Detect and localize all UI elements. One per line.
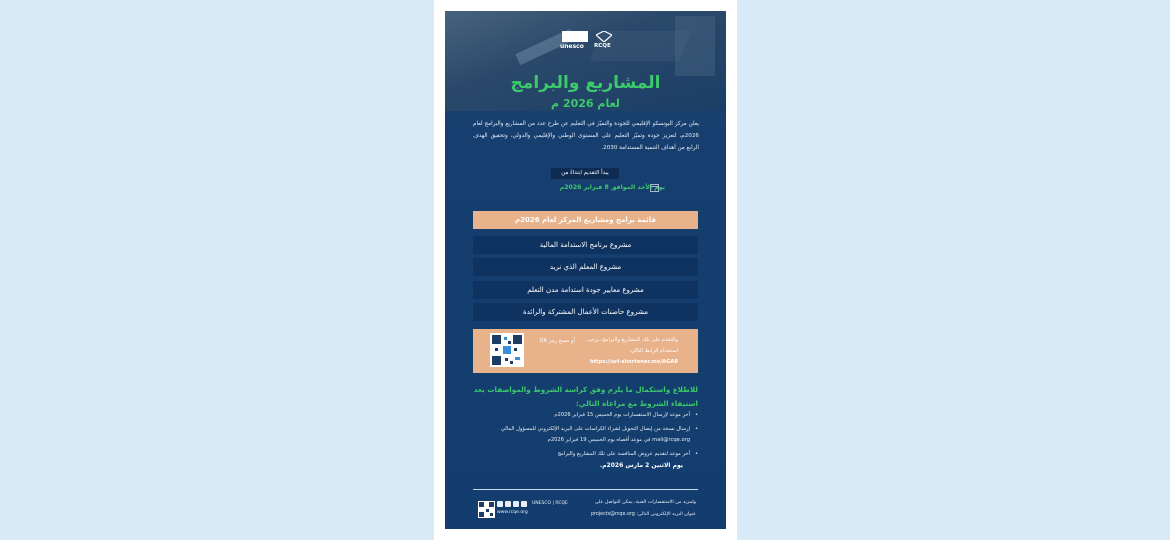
hero-image xyxy=(445,11,726,111)
footer-brand xyxy=(497,501,577,515)
apply-box xyxy=(473,329,698,373)
qr-hint: أو مسح رمز QR xyxy=(539,338,575,344)
intro-text: يعلن مركز اليونسكو الإقليمي للجودة والتميّز في التعليم عن طرح عدد من المشاريع والبرامج لعام 2026م، لتعزيز جودة وتميّز التعليم على المستوى الوطني والإقليمي والدولي، وتحقيق الهدف الرابع من أهداف التنمية المستدامة 2030. xyxy=(473,121,699,151)
divider xyxy=(473,489,698,490)
announcement-poster xyxy=(445,11,726,529)
youtube-icon[interactable] xyxy=(521,501,527,507)
terms-list xyxy=(473,410,698,463)
program-item: مشروع معايير جودة استدامة مدن التعلم xyxy=(473,281,698,299)
program-item: مشروع برنامج الاستدامة المالية xyxy=(473,236,698,254)
list-item: • آخر موعد لإرسال الاستفسارات يوم الخميس 15 فبراير 2026م xyxy=(473,410,698,421)
final-deadline: يوم الاثنين 2 مارس 2026م. xyxy=(599,462,683,469)
social-icons: UNESCO | RCQE xyxy=(497,501,577,507)
apply-text: وللتقدم على تلك المشاريع والبرامج، يرجى استخدام الرابط التالي: https://url-shortener.me/AGA8 xyxy=(587,337,678,365)
footer-qr-icon xyxy=(478,501,495,518)
list-item: • إرسال نسخة من إيصال التحويل لشراء الكراسات على البريد الإلكتروني للمسؤول المالي mali@rcqe.org في موعد أقصاه يوم الخميس 19 فبراير 2026م xyxy=(473,424,698,446)
x-icon[interactable] xyxy=(513,501,519,507)
program-item: مشروع حاضنات الأعمال المشتركة والرائدة xyxy=(473,303,698,321)
rcqe-logo: RCQE xyxy=(594,31,614,53)
logo-bar xyxy=(560,31,630,53)
start-label: يبدأ التقديم ابتداءً من xyxy=(551,168,619,179)
programs-list-header: قائمة برامج ومشاريع المركز لعام 2026م xyxy=(473,211,698,229)
footer-contact: ولمزيد من الاستفسارات الفنية، يمكن التواصل على عنوان البريد الإلكتروني التالي: projects@rcqe.org xyxy=(590,500,696,517)
page-title: المشاريع والبرامج xyxy=(510,73,661,93)
start-date: يوم الأحد الموافق 8 فبراير 2026م xyxy=(559,184,665,191)
qr-code-icon[interactable] xyxy=(490,333,524,367)
facebook-icon[interactable] xyxy=(497,501,503,507)
list-item: • آخر موعد لتقديم عروض المنافسة على تلك المشاريع والبرامج xyxy=(473,449,698,460)
terms-heading: للاطلاع واستكمال ما يلزم وفق كراسة الشروط والمواصفات بعد استيفاء الشروط مع مراعاة التالي: xyxy=(473,385,698,408)
apply-link[interactable]: https://url-shortener.me/AGA8 xyxy=(589,359,678,365)
unesco-logo: unesco xyxy=(560,31,590,53)
program-item: مشروع المعلم الذي نريد xyxy=(473,258,698,276)
linkedin-icon[interactable] xyxy=(505,501,511,507)
page-subtitle: لعام 2026 م xyxy=(551,97,620,110)
website-link[interactable]: www.rcqe.org xyxy=(497,510,528,515)
